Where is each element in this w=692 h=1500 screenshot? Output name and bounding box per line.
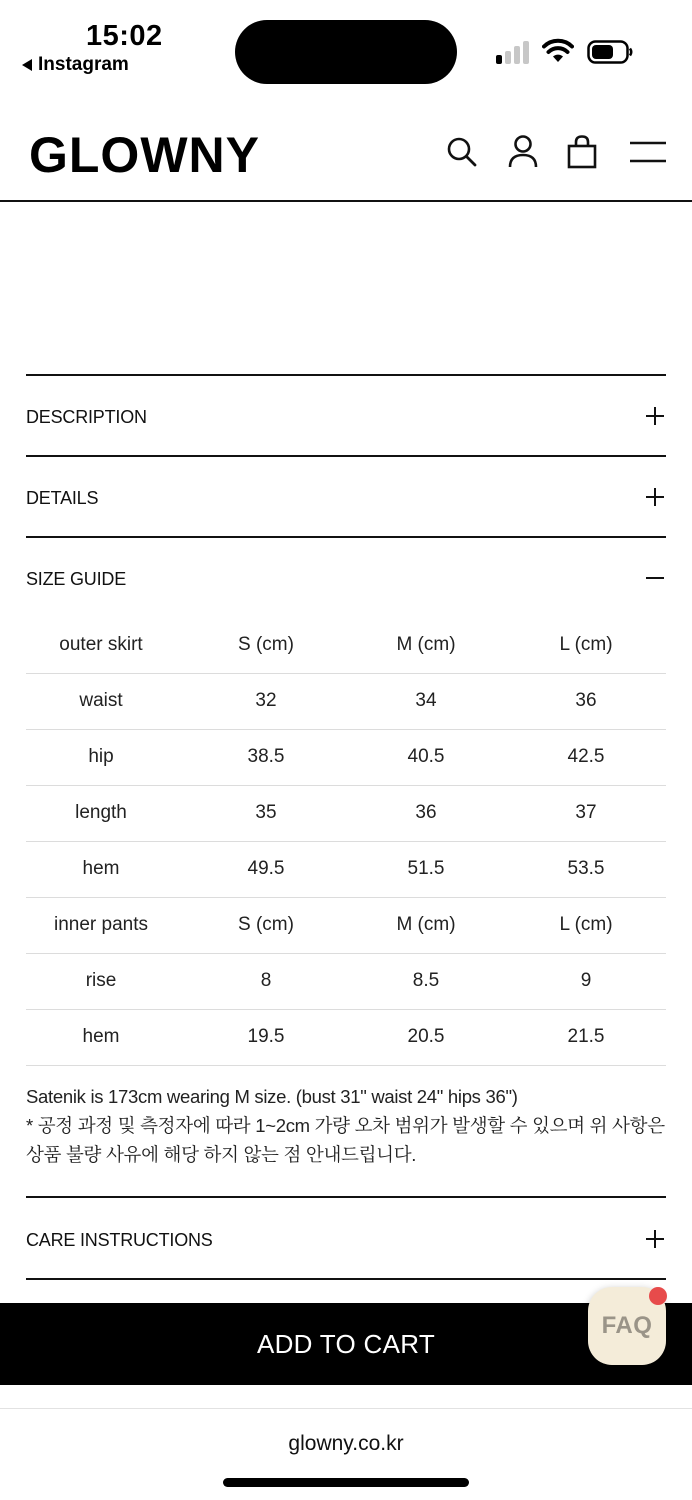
measurement-disclaimer: * 공정 과정 및 측정자에 따라 1~2cm 가량 오차 범위가 발생할 수 있으며 위 사항은 상품 불량 사유에 해당 하지 않는 점 안내드립니다. bbox=[26, 1115, 665, 1165]
table-cell: inner pants bbox=[26, 897, 186, 953]
table-cell: M (cm) bbox=[346, 618, 506, 673]
table-cell: 9 bbox=[506, 953, 666, 1009]
faq-button[interactable] bbox=[588, 1287, 666, 1365]
table-row bbox=[26, 673, 666, 729]
table-cell: outer skirt bbox=[26, 618, 186, 673]
site-header bbox=[0, 100, 692, 202]
table-cell: 38.5 bbox=[186, 729, 346, 785]
account-icon[interactable] bbox=[507, 134, 539, 170]
table-cell: 34 bbox=[346, 673, 506, 729]
size-note bbox=[26, 1082, 666, 1169]
table-cell: S (cm) bbox=[186, 618, 346, 673]
back-app-label: Instagram bbox=[38, 54, 129, 75]
search-icon[interactable] bbox=[446, 134, 478, 170]
home-indicator[interactable] bbox=[223, 1478, 469, 1487]
table-cell: waist bbox=[26, 673, 186, 729]
table-header-row bbox=[26, 618, 666, 673]
wifi-icon bbox=[542, 38, 574, 64]
table-cell: 8 bbox=[186, 953, 346, 1009]
plus-icon[interactable] bbox=[646, 407, 664, 425]
table-cell: 32 bbox=[186, 673, 346, 729]
url-text[interactable]: glowny.co.kr bbox=[288, 1432, 404, 1455]
browser-address-bar[interactable] bbox=[0, 1408, 692, 1500]
table-cell: 42.5 bbox=[506, 729, 666, 785]
table-cell: S (cm) bbox=[186, 897, 346, 953]
table-row bbox=[26, 1009, 666, 1065]
brand-logo[interactable]: GLOWNY bbox=[29, 127, 260, 183]
table-cell: 49.5 bbox=[186, 841, 346, 897]
table-cell: 51.5 bbox=[346, 841, 506, 897]
table-cell: 35 bbox=[186, 785, 346, 841]
status-bar bbox=[0, 0, 692, 100]
table-cell: 8.5 bbox=[346, 953, 506, 1009]
table-cell: 37 bbox=[506, 785, 666, 841]
table-cell: 19.5 bbox=[186, 1009, 346, 1065]
add-to-cart-label: ADD TO CART bbox=[256, 1328, 436, 1359]
back-to-app-link[interactable] bbox=[22, 54, 129, 76]
plus-icon[interactable] bbox=[646, 488, 664, 506]
table-cell: hip bbox=[26, 729, 186, 785]
table-row bbox=[26, 953, 666, 1009]
accordion-label: DETAILS bbox=[26, 488, 99, 508]
table-cell: 20.5 bbox=[346, 1009, 506, 1065]
table-cell: M (cm) bbox=[346, 897, 506, 953]
table-cell: L (cm) bbox=[506, 897, 666, 953]
plus-icon[interactable] bbox=[646, 1230, 664, 1248]
signal-icon bbox=[496, 40, 532, 64]
size-guide-panel bbox=[26, 618, 666, 1066]
table-cell: 21.5 bbox=[506, 1009, 666, 1065]
accordion-label: DESCRIPTION bbox=[26, 407, 147, 427]
table-header-row bbox=[26, 897, 666, 953]
menu-icon[interactable] bbox=[629, 134, 667, 170]
minus-icon[interactable] bbox=[646, 569, 664, 587]
product-info-accordion bbox=[26, 374, 666, 617]
table-cell: 36 bbox=[346, 785, 506, 841]
accordion-care-instructions[interactable] bbox=[26, 1196, 666, 1280]
table-cell: length bbox=[26, 785, 186, 841]
table-cell: 36 bbox=[506, 673, 666, 729]
accordion-label: SIZE GUIDE bbox=[26, 569, 127, 589]
dynamic-island bbox=[235, 20, 457, 84]
table-row bbox=[26, 729, 666, 785]
table-cell: hem bbox=[26, 841, 186, 897]
accordion-size-guide[interactable] bbox=[26, 536, 666, 617]
table-cell: 40.5 bbox=[346, 729, 506, 785]
size-table bbox=[26, 618, 666, 1066]
back-arrow-icon bbox=[22, 59, 32, 71]
faq-label: FAQ bbox=[601, 1312, 653, 1339]
status-time: 15:02 bbox=[86, 20, 163, 52]
battery-icon bbox=[587, 40, 633, 64]
model-size-note: Satenik is 173cm wearing M size. (bust 31" waist 24" hips 36") bbox=[26, 1086, 518, 1107]
table-row bbox=[26, 841, 666, 897]
accordion-label: CARE INSTRUCTIONS bbox=[26, 1230, 213, 1250]
table-cell: rise bbox=[26, 953, 186, 1009]
accordion-details[interactable] bbox=[26, 455, 666, 536]
table-row bbox=[26, 785, 666, 841]
table-cell: L (cm) bbox=[506, 618, 666, 673]
accordion-description[interactable] bbox=[26, 374, 666, 455]
notification-badge bbox=[649, 1287, 667, 1305]
table-cell: 53.5 bbox=[506, 841, 666, 897]
shopping-bag-icon[interactable] bbox=[566, 134, 598, 170]
table-cell: hem bbox=[26, 1009, 186, 1065]
